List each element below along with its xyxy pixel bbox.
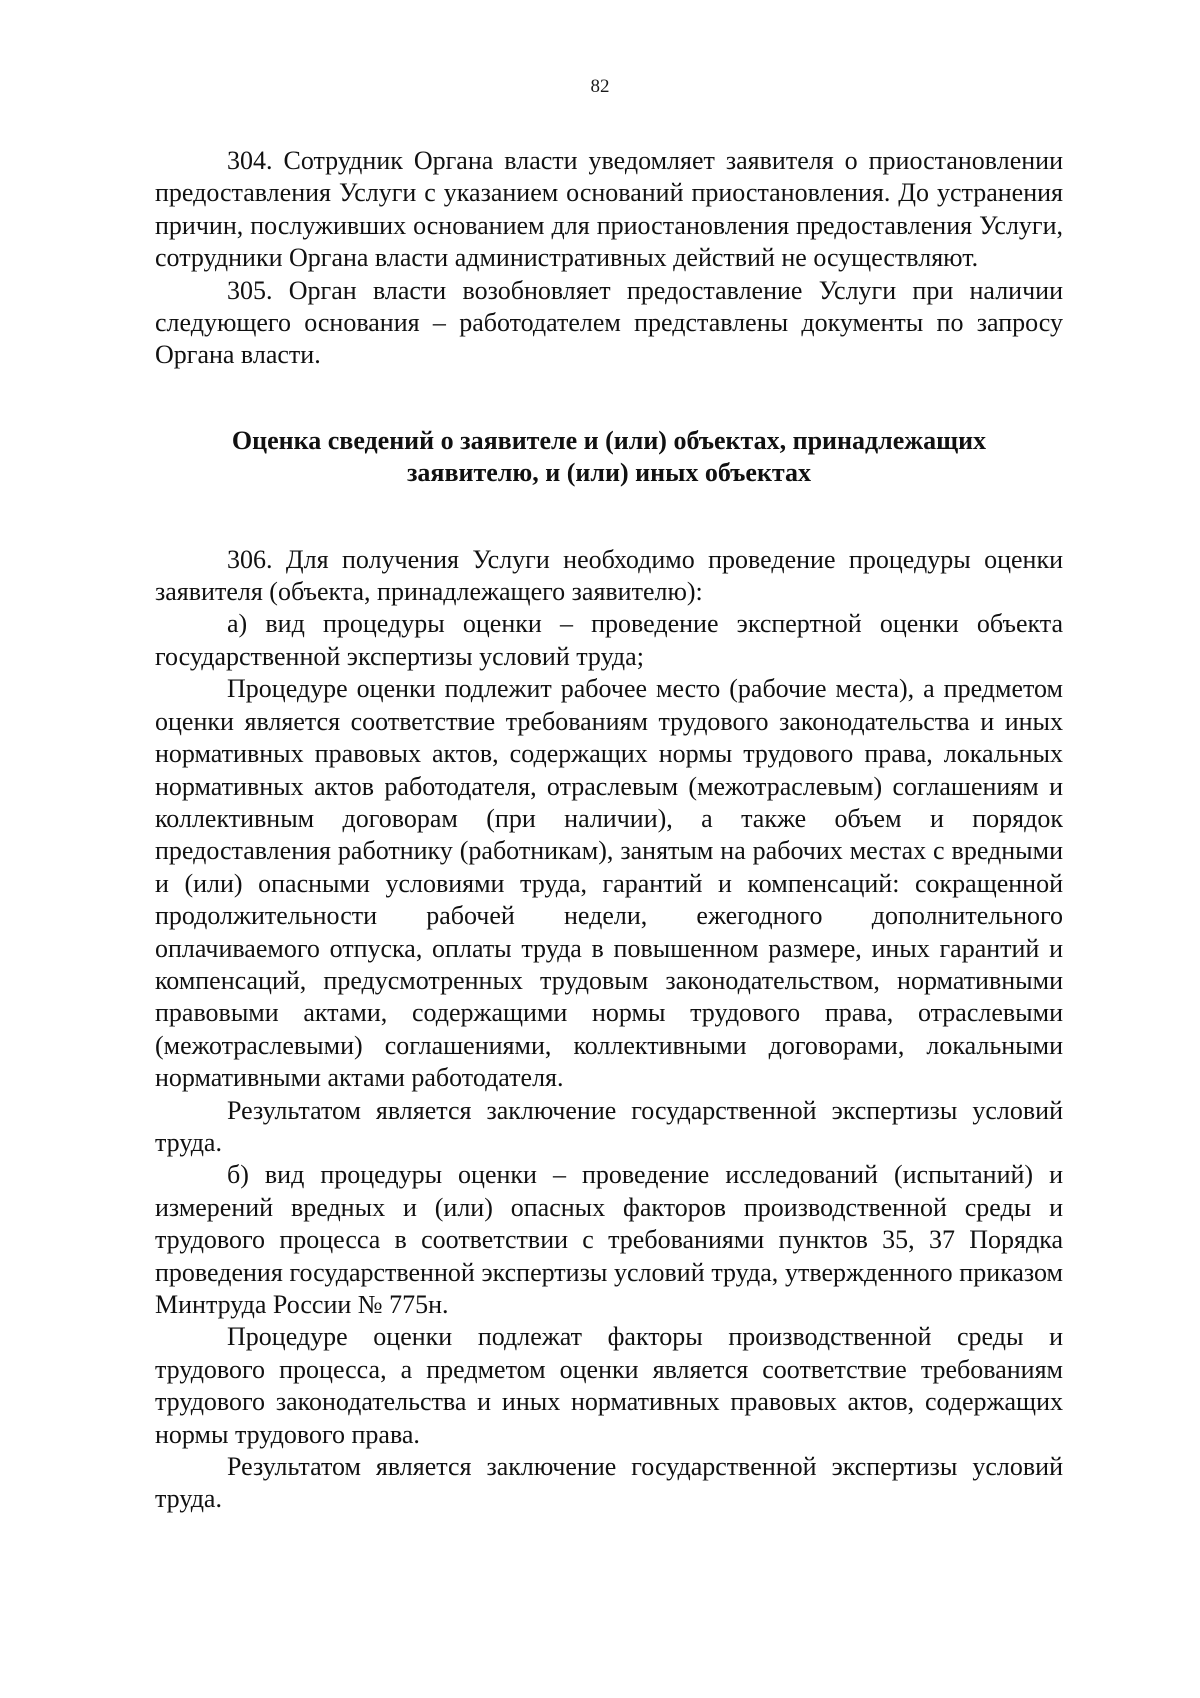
paragraph-result-a: Результатом является заключение государственной экспертизы условий труда. [155, 1095, 1063, 1157]
paragraph-procedure-a: а) вид процедуры оценки – проведение экспертной оценки объекта государственной экспертизы условий труда; [155, 609, 1063, 671]
paragraph-305: 305. Орган власти возобновляет предоставление Услуги при наличии следующего основания – работодателем представлены документы по запросу Органа власти. [155, 275, 1063, 370]
section-heading [155, 425, 1063, 490]
paragraph-306: 306. Для получения Услуги необходимо проведение процедуры оценки заявителя (объекта, принадлежащего заявителю): [155, 544, 1063, 607]
section-heading-line-1: Оценка сведений о заявителе и (или) объектах, принадлежащих [231, 425, 987, 455]
document-body [155, 145, 1063, 1516]
section-heading-line-2: заявителю, и (или) иных объектах [406, 458, 812, 488]
paragraph-procedure-b: б) вид процедуры оценки – проведение исследований (испытаний) и измерений вредных и (или) опасных факторов производственной среды и трудового процесса в соответствии с требованиями пунктов 35, 37 Порядка проведения государственной экспертизы условий труда, утвержденного приказом Минтруда России № 775н. [155, 1160, 1063, 1319]
paragraph-304: 304. Сотрудник Органа власти уведомляет заявителя о приостановлении предоставления Услуги с указанием оснований приостановления. До устранения причин, послуживших основанием для приостановления предоставления Услуги, сотрудники Органа власти административных действий не осуществляют. [155, 146, 1063, 273]
paragraph-result-b: Результатом является заключение государственной экспертизы условий труда. [155, 1452, 1063, 1514]
paragraph-assessment-subject-b: Процедуре оценки подлежат факторы производственной среды и трудового процесса, а предметом оценки является соответствие требованиям трудового законодательства и иных нормативных правовых актов, содержащих нормы трудового права. [155, 1322, 1063, 1449]
paragraph-assessment-subject-a: Процедуре оценки подлежит рабочее место (рабочие места), а предметом оценки является соответствие требованиям трудового законодательства и иных нормативных правовых актов, содержащих нормы трудового права, локальных нормативных актов работодателя, отраслевым (межотраслевым) соглашениям и коллективным договорам (при наличии), а также объем и порядок предоставления работнику (работникам), занятым на рабочих местах с вредными и (или) опасными условиями труда, гарантий и компенсаций: сокращенной продолжительности рабочей недели, ежегодного дополнительного оплачиваемого отпуска, оплаты труда в повышенном размере, иных гарантий и компенсаций, предусмотренных трудовым законодательством, нормативными правовыми актами, содержащими нормы трудового права, отраслевыми (межотраслевыми) соглашениями, коллективными договорами, локальными нормативными актами работодателя. [155, 674, 1063, 1093]
page-number: 82 [590, 76, 610, 97]
